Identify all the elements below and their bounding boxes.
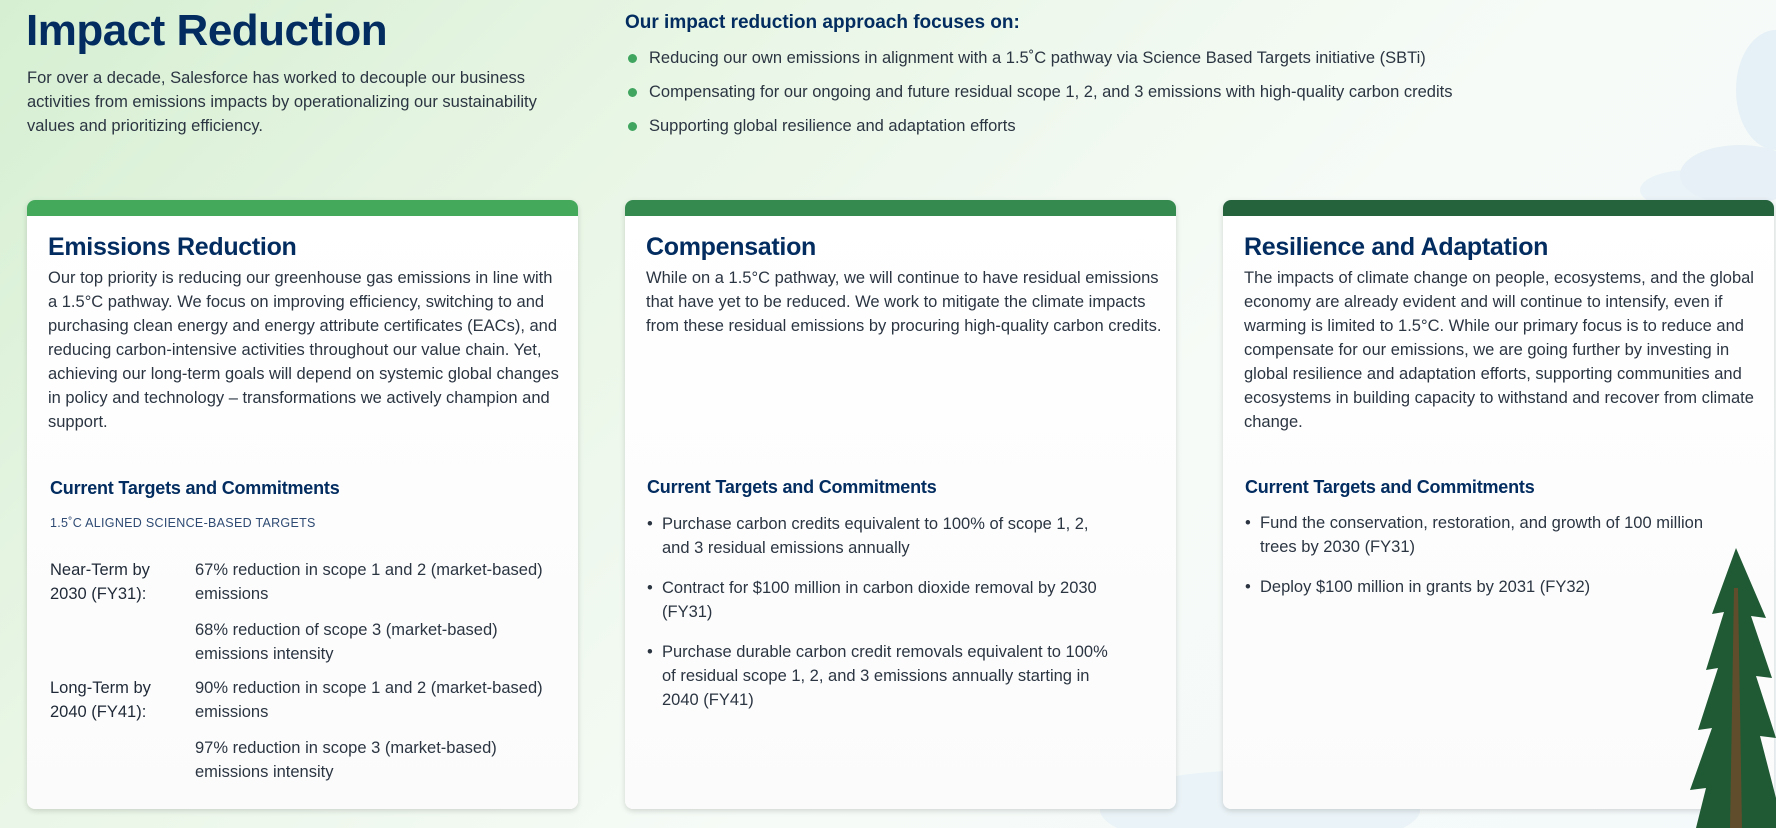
approach-item bbox=[625, 80, 1452, 114]
bullet-icon: • bbox=[647, 515, 653, 533]
approach-item-text: Compensating for our ongoing and future residual scope 1, 2, and 3 emissions with high-quality carbon credits bbox=[649, 83, 1453, 101]
card-accent-bar bbox=[625, 200, 1176, 216]
list-item bbox=[647, 640, 1117, 712]
list-item-text: Contract for $100 million in carbon dioxide removal by 2030 (FY31) bbox=[662, 579, 1097, 621]
commitments-list bbox=[647, 512, 1117, 712]
target-label: Near-Term by 2030 (FY31): bbox=[50, 561, 150, 603]
pine-tree-icon bbox=[1676, 548, 1776, 828]
list-item bbox=[647, 576, 1117, 624]
approach-item-text: Reducing our own emissions in alignment with a 1.5˚C pathway via Science Based Targets initiative (SBTi) bbox=[649, 49, 1426, 67]
list-item-text: Fund the conservation, restoration, and growth of 100 million trees by 2030 (FY31) bbox=[1260, 514, 1704, 556]
card-body: Our top priority is reducing our greenhouse gas emissions in line with a 1.5°C pathway. We focus on improving efficiency, switching to and purchasing clean energy and energy attribute certificates (EACs), and reducing carbon-intensive activities throughout our value chain. Yet, achieving our long-term goals will depend on systemic global changes in policy and technology – transformations we actively champion and support. bbox=[48, 269, 559, 431]
card-emissions-reduction bbox=[27, 200, 578, 809]
bullet-dot-icon bbox=[628, 54, 637, 63]
list-item bbox=[1245, 511, 1725, 559]
target-item: 67% reduction in scope 1 and 2 (market-based) emissions bbox=[195, 561, 543, 603]
list-item-text: Purchase durable carbon credit removals equivalent to 100% of residual scope 1, 2, and 3 emissions annually starting in 2040 (FY41) bbox=[662, 643, 1108, 709]
bullet-icon: • bbox=[647, 643, 653, 661]
commitments-list bbox=[1245, 511, 1725, 599]
card-title: Emissions Reduction bbox=[48, 233, 297, 261]
page-title: Impact Reduction bbox=[26, 6, 388, 55]
bullet-icon: • bbox=[647, 579, 653, 597]
approach-item bbox=[625, 46, 1452, 80]
targets-subhead: 1.5˚C ALIGNED SCIENCE-BASED TARGETS bbox=[50, 516, 316, 530]
targets-heading: Current Targets and Commitments bbox=[1245, 477, 1535, 497]
approach-item-text: Supporting global resilience and adaptation efforts bbox=[649, 117, 1016, 135]
card-title: Compensation bbox=[646, 233, 817, 261]
approach-heading: Our impact reduction approach focuses on: bbox=[625, 12, 1020, 33]
target-item: 97% reduction in scope 3 (market-based) emissions intensity bbox=[195, 739, 497, 781]
card-accent-bar bbox=[27, 200, 578, 216]
target-item: 68% reduction of scope 3 (market-based) emissions intensity bbox=[195, 621, 498, 663]
bullet-dot-icon bbox=[628, 122, 637, 131]
intro-text: For over a decade, Salesforce has worked to decouple our business activities from emissions impacts by operationalizing our sustainability values and prioritizing efficiency. bbox=[27, 69, 537, 135]
targets-heading: Current Targets and Commitments bbox=[647, 477, 937, 497]
list-item-text: Purchase carbon credits equivalent to 100% of scope 1, 2, and 3 residual emissions annually bbox=[662, 515, 1089, 557]
approach-list bbox=[625, 46, 1452, 148]
card-compensation bbox=[625, 200, 1176, 809]
target-item: 90% reduction in scope 1 and 2 (market-based) emissions bbox=[195, 679, 543, 721]
card-title: Resilience and Adaptation bbox=[1244, 233, 1549, 261]
bullet-icon: • bbox=[1245, 578, 1251, 596]
card-accent-bar bbox=[1223, 200, 1774, 216]
target-label: Long-Term by 2040 (FY41): bbox=[50, 679, 151, 721]
list-item-text: Deploy $100 million in grants by 2031 (FY32) bbox=[1260, 578, 1591, 596]
bullet-icon: • bbox=[1245, 514, 1251, 532]
approach-item bbox=[625, 114, 1452, 148]
list-item bbox=[647, 512, 1117, 560]
bullet-dot-icon bbox=[628, 88, 637, 97]
list-item bbox=[1245, 575, 1725, 599]
card-body: The impacts of climate change on people, ecosystems, and the global economy are already evident and will continue to intensify, even if warming is limited to 1.5°C. While our primary focus is to reduce and compensate for our emissions, we are going further by investing in global resilience and adaptation efforts, supporting communities and ecosystems in building capacity to withstand and recover from climate change. bbox=[1244, 269, 1754, 431]
card-body: While on a 1.5°C pathway, we will continue to have residual emissions that have yet to be reduced. We work to mitigate the climate impacts from these residual emissions by procuring high-quality carbon credits. bbox=[646, 269, 1162, 335]
targets-heading: Current Targets and Commitments bbox=[50, 478, 340, 498]
